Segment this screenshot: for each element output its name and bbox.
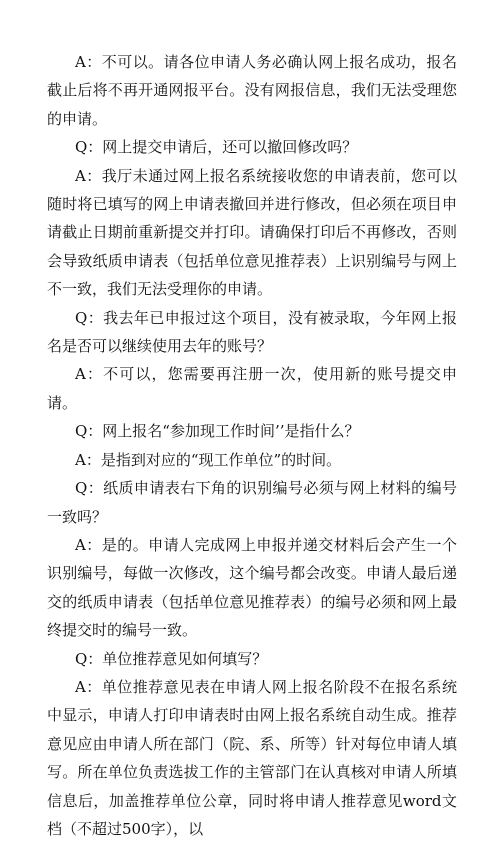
question-paragraph: Q：网上报名“参加现工作时间’’是指什么？ xyxy=(75,422,360,441)
question-paragraph: Q：我去年已申报过这个项目，没有被录取，今年网上报 名是否可以继续使用去年的账号？ xyxy=(47,308,457,356)
question-paragraph: Q：网上提交申请后，还可以撤回修改吗？ xyxy=(75,138,358,157)
question-paragraph: Q：纸质申请表右下角的识别编号必须与网上材料的编号 一致吗？ xyxy=(47,479,457,526)
answer-paragraph: A：我厅未通过网上报名系统接收您的申请表前，您可以 随时将已填写的网上申请表撤回并进行修改，但必须在项目申 请截止日期前重新提交并打印。请确保打印后不再修改，否则 会导致纸质申请表（包括单位意见推荐表）上识别编号与网上 不一致，我们无法受理你的申请。 xyxy=(47,166,457,299)
answer-paragraph: A：单位推荐意见表在申请人网上报名阶段不在报名系统 中显示，申请人打印申请表时由网上报名系统自动生成。推荐 意见应由申请人所在部门（院、系、所等）针对每位申请人填 写。所在单位负责选拔工作的主管部门在认真核对申请人所填 信息后，加盖推荐单位公章，同时将申请人推荐意见word文 档（不超过500字），以 xyxy=(47,677,457,838)
answer-paragraph: A：不可以。请各位申请人务必确认网上报名成功，报名 截止后将不再开通网报平台。没有网报信息，我们无法受理您 的申请。 xyxy=(47,53,457,128)
answer-paragraph: A：是的。申请人完成网上申报并递交材料后会产生一个 识别编号，每做一次修改，这个编号都会改变。申请人最后递 交的纸质申请表（包括单位意见推荐表）的编号必须和网上最 终提交时的编号一致。 xyxy=(47,535,457,640)
answer-paragraph: A：不可以，您需要再注册一次，使用新的账号提交申请。 xyxy=(47,365,457,412)
answer-paragraph: A：是指到对应的“现工作单位”的时间。 xyxy=(75,450,342,469)
question-paragraph: Q：单位推荐意见如何填写？ xyxy=(75,649,268,668)
document-body xyxy=(47,48,457,843)
